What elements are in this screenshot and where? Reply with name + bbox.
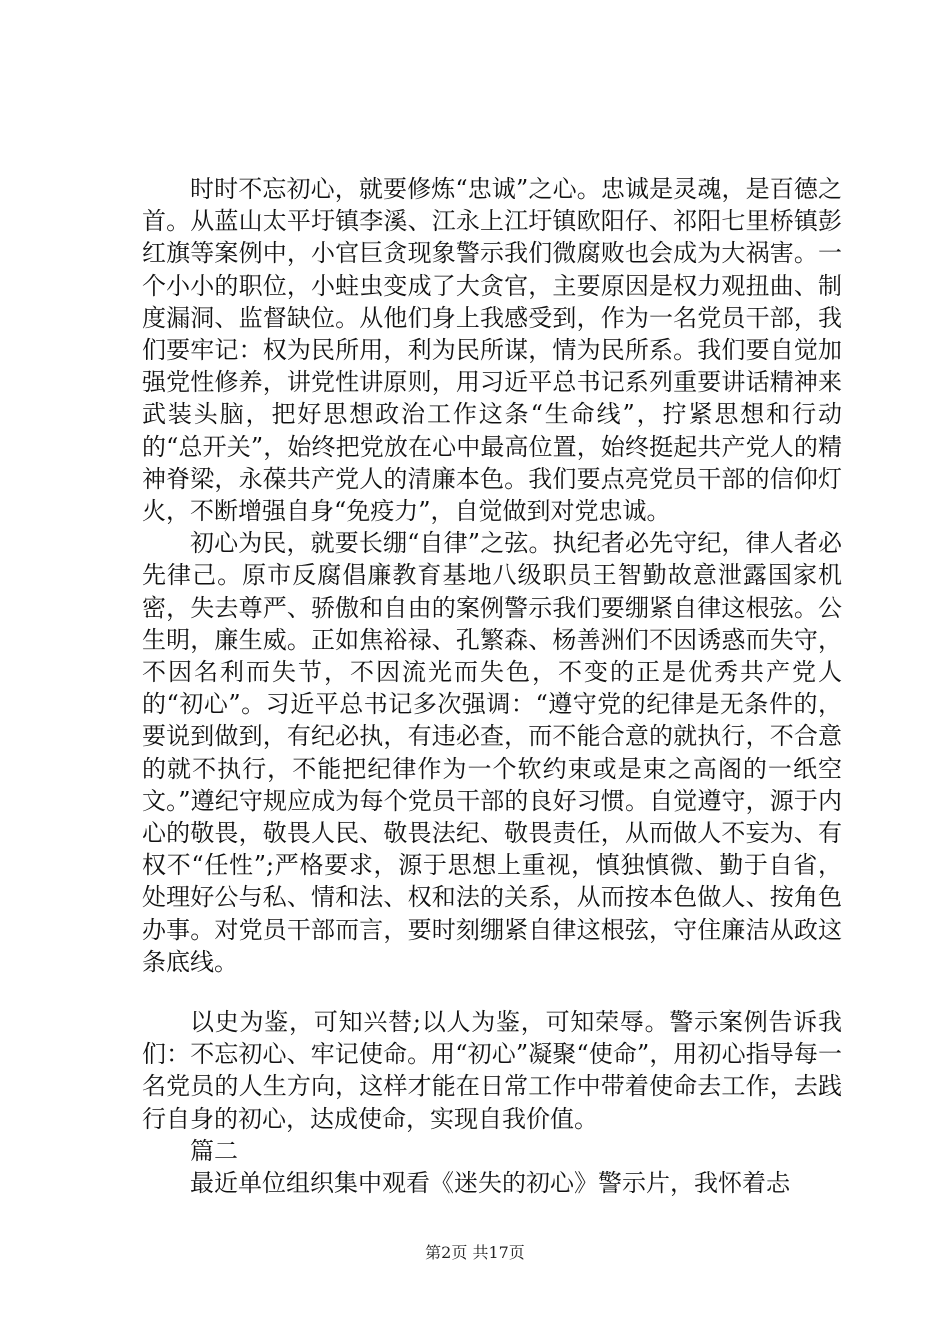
paragraph-self-discipline: 初心为民，就要长绷“自律”之弦。执纪者必先守纪，律人者必先律己。原市反腐倡廉教育基地八级职员王智勤故意泄露国家机密，失去尊严、骄傲和自由的案例警示我们要绷紧自律这根弦。公生明，廉生威。正如焦裕禄、孔繁森、杨善洲们不因诱惑而失守，不因名利而失节，不因流光而失色，不变的正是优秀共产党人的“初心”。习近平总书记多次强调：“遵守党的纪律是无条件的，要说到做到，有纪必执，有违必查，而不能合意的就执行，不合意的就不执行，不能把纪律作为一个软约束或是束之高阁的一纸空文。”遵纪守规应成为每个党员干部的良好习惯。自觉遵守，源于内心的敬畏，敬畏人民、敬畏法纪、敬畏责任，从而做人不妄为、有权不“任性”;严格要求，源于思想上重视，慎独慎微、勤于自省，处理好公与私、情和法、权和法的关系，从而按本色做人、按角色办事。对党员干部而言，要时刻绷紧自律这根弦，守住廉洁从政这条底线。 bbox=[142, 529, 842, 976]
document-body bbox=[142, 173, 842, 1199]
section-heading: 篇二 bbox=[190, 1136, 238, 1165]
paragraph-part-two: 最近单位组织集中观看《迷失的初心》警示片，我怀着忐 bbox=[190, 1169, 790, 1198]
page-footer: 第2页 共17页 bbox=[425, 1243, 525, 1262]
paragraph-lessons: 以史为鉴，可知兴替;以人为鉴，可知荣辱。警示案例告诉我们：不忘初心、牢记使命。用“初心”凝聚“使命”，用初心指导每一名党员的人生方向，这样才能在日常工作中带着使命去工作，去践行自身的初心，达成使命，实现自我价值。 bbox=[142, 1008, 842, 1133]
paragraph-loyalty: 时时不忘初心，就要修炼“忠诚”之心。忠诚是灵魂，是百德之首。从蓝山太平圩镇李溪、江永上江圩镇欧阳仔、祁阳七里桥镇彭红旗等案例中，小官巨贪现象警示我们微腐败也会成为大祸害。一个小小的职位，小蛀虫变成了大贪官，主要原因是权力观扭曲、制度漏洞、监督缺位。从他们身上我感受到，作为一名党员干部，我们要牢记：权为民所用，利为民所谋，情为民所系。我们要自觉加强党性修养，讲党性讲原则，用习近平总书记系列重要讲话精神来武装头脑，把好思想政治工作这条“生命线”，拧紧思想和行动的“总开关”，始终把党放在心中最高位置，始终挺起共产党人的精神脊梁，永葆共产党人的清廉本色。我们要点亮党员干部的信仰灯火，不断增强自身“免疫力”，自觉做到对党忠诚。 bbox=[142, 175, 842, 526]
